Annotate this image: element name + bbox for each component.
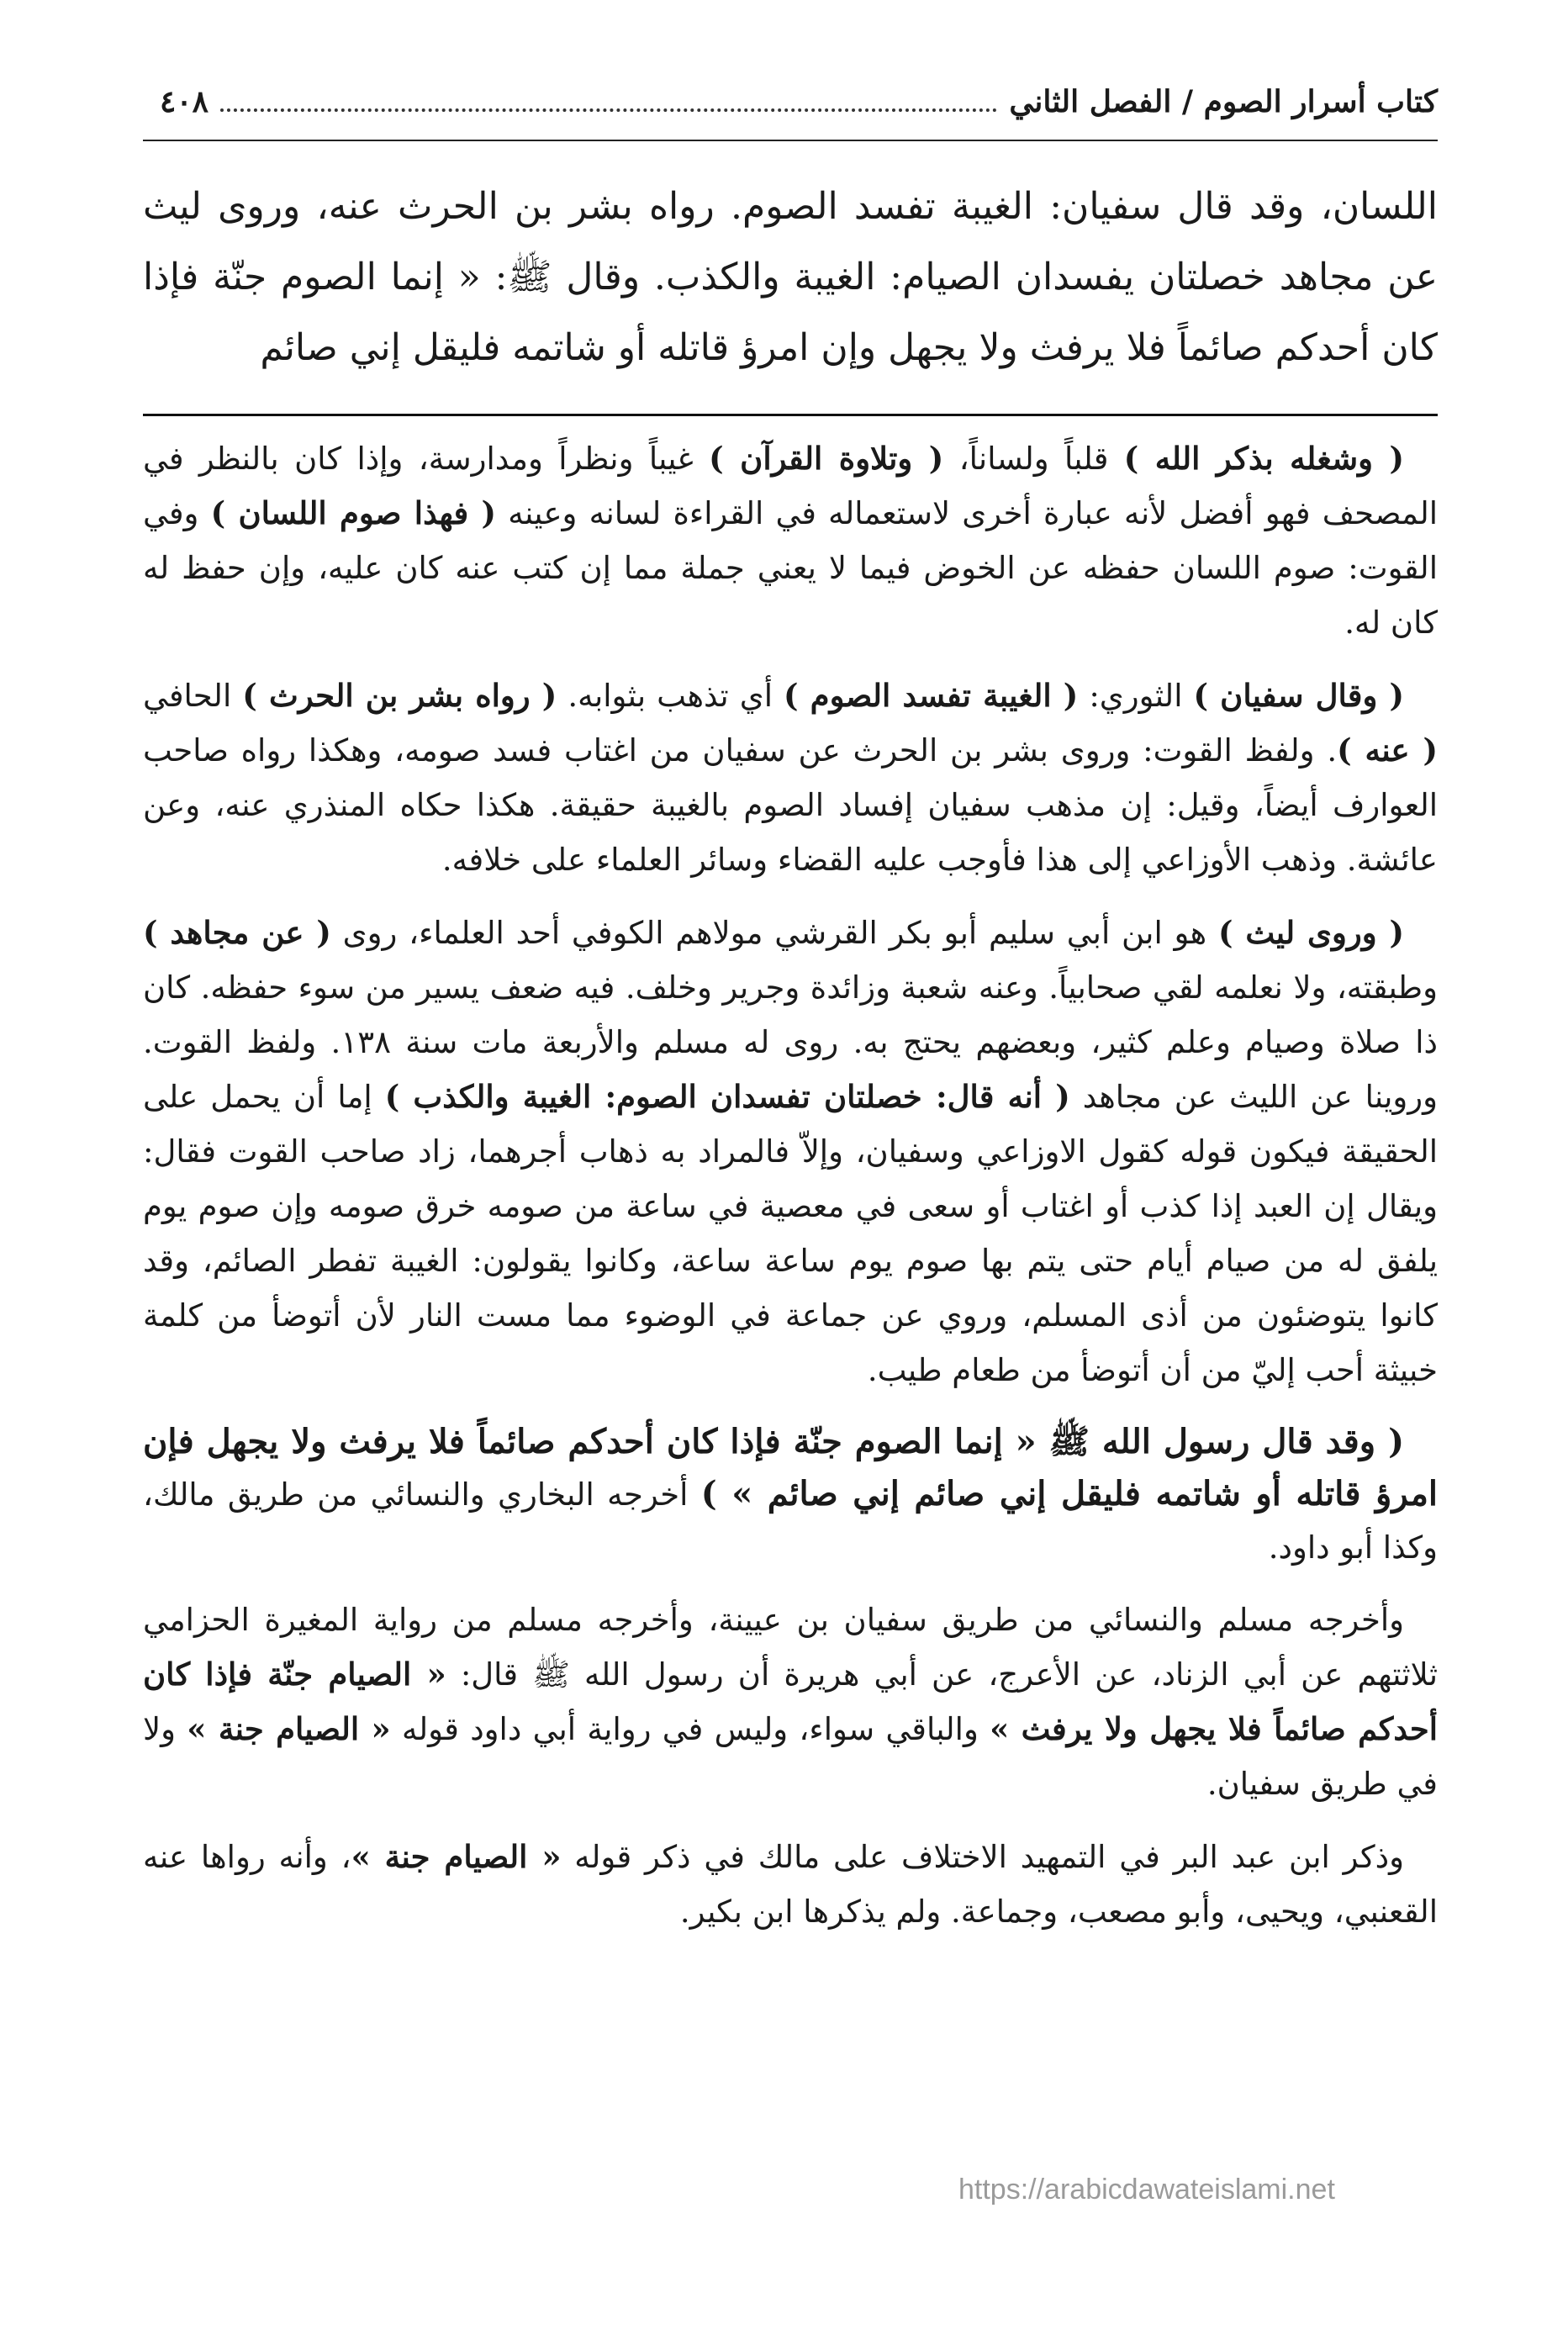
- commentary-paragraph: [143, 906, 1438, 1397]
- quoted-phrase: « الصيام جنة »: [187, 1710, 391, 1747]
- quoted-phrase: ( الغيبة تفسد الصوم ): [784, 677, 1079, 714]
- quoted-phrase: ( عن مجاهد ): [143, 914, 331, 951]
- quoted-phrase: ( عنه ): [1337, 732, 1439, 769]
- footnote-separator: [143, 414, 1438, 416]
- header-dot-leader: [220, 93, 997, 112]
- commentary-text: وفي القوت: صوم اللسان حفظه عن الخوض فيما لا يعني جملة مما إن كتب عنه كان عليه، وإن حفظ له كان له.: [143, 495, 1438, 641]
- commentary-paragraph: [143, 668, 1438, 887]
- commentary-text: أخرجه البخاري والنسائي من طريق مالك، وكذا أبو داود.: [143, 1477, 1438, 1566]
- commentary-text: والباقي سواء، وليس في رواية أبي داود قوله: [390, 1711, 990, 1747]
- page-number: ٤٠٨: [160, 84, 209, 119]
- quoted-phrase: « الصيام جنّة فإذا كان أحدكم صائماً فلا يجهل ولا يرفث »: [143, 1656, 1438, 1747]
- commentary-paragraph: [143, 1830, 1438, 1939]
- quoted-phrase: ( وتلاوة القرآن ): [709, 440, 944, 477]
- commentary-paragraph: [143, 431, 1438, 650]
- running-header: [143, 84, 1438, 141]
- commentary-text: غيباً ونظراً ومدارسة، وإذا كان بالنظر في المصحف فهو أفضل لأنه عبارة أخرى لاستعماله في القراءة لسانه وعينه: [143, 441, 1438, 531]
- chapter-title: كتاب أسرار الصوم / الفصل الثاني: [1009, 84, 1438, 119]
- commentary-text: الحافي: [143, 678, 243, 714]
- quoted-phrase: ( وروى ليث ): [1217, 914, 1405, 951]
- quoted-phrase: ( وقال سفيان ): [1193, 677, 1405, 714]
- commentary-text: وطبقته، ولا نعلمه لقي صحابياً. وعنه شعبة وزائدة وجرير وخلف. فيه ضعف يسير من سوء حفظه. كان ذا صلاة وصيام وعلم كثير، وبعضهم يحتج به. روى له مسلم والأربعة مات سنة ١٣٨. ولفظ القوت. وروينا عن الليث عن مجاهد: [143, 969, 1438, 1115]
- commentary-text: قلباً ولساناً،: [943, 441, 1124, 477]
- main-text: اللسان، وقد قال سفيان: الغيبة تفسد الصوم. رواه بشر بن الحرث عنه، وروى ليث عن مجاهد خصلتان يفسدان الصيام: الغيبة والكذب. وقال ﷺ: « إنما الصوم جنّة فإذا كان أحدكم صائماً فلا يرفث ولا يجهل وإن امرؤ قاتله أو شاتمه فليقل إني صائم: [143, 185, 1439, 369]
- commentary-paragraph-hadith: [143, 1416, 1438, 1574]
- commentary-text: الثوري:: [1078, 678, 1194, 714]
- commentary-text: إما أن يحمل على الحقيقة فيكون قوله كقول الاوزاعي وسفيان، وإلاّ فالمراد به ذهاب أجرهما، زاد صاحب القوت فقال: ويقال إن العبد إذا كذب أو اغتاب أو سعى في معصية في ساعة من صومه خرق صومه وإن صوم يوم يلفق له من صيام أيام حتى يتم بها صوم يوم ساعة ساعة، وكانوا يقولون: الغيبة تفطر الصائم، وقد كانوا يتوضئون من أذى المسلم، وروي عن جماعة في الوضوء مما مست النار لأن أتوضأ من كلمة خبيثة أحب إليّ من أن أتوضأ من طعام طيب.: [143, 1079, 1438, 1388]
- website-watermark: https://arabicdawateislami.net: [958, 2174, 1335, 2206]
- quoted-phrase: « الصيام جنة »: [351, 1838, 562, 1875]
- book-page: [143, 84, 1438, 1957]
- commentary-text: وأخرجه مسلم والنسائي من طريق سفيان بن عيينة، وأخرجه مسلم من رواية المغيرة الحزامي ثلاثتهم عن أبي الزناد، عن الأعرج، عن أبي هريرة أن رسول الله ﷺ قال:: [143, 1602, 1438, 1693]
- quoted-phrase: ( أنه قال: خصلتان تفسدان الصوم: الغيبة والكذب ): [384, 1078, 1070, 1115]
- quoted-phrase: ( فهذا صوم اللسان ): [210, 494, 497, 531]
- commentary-text: هو ابن أبي سليم أبو بكر القرشي مولاهم الكوفي أحد العلماء، روى: [330, 915, 1218, 951]
- quoted-hadith: ( وقد قال رسول الله ﷺ « إنما الصوم جنّة فإذا كان أحدكم صائماً فلا يرفث ولا يجهل فإن امرؤ قاتله أو شاتمه فليقل إني صائم إني صائم » ): [143, 1422, 1438, 1514]
- commentary: [143, 431, 1438, 1939]
- quoted-phrase: ( رواه بشر بن الحرث ): [242, 677, 557, 714]
- commentary-text: ، وأنه رواها عنه القعنبي، ويحيى، وأبو مصعب، وجماعة. ولم يذكرها ابن بكير.: [143, 1839, 1438, 1930]
- commentary-text: ولا في طريق سفيان.: [143, 1711, 1438, 1802]
- commentary-text: وذكر ابن عبد البر في التمهيد الاختلاف على مالك في ذكر قوله: [561, 1839, 1404, 1875]
- commentary-text: أي تذهب بثوابه.: [557, 678, 784, 714]
- commentary-paragraph: [143, 1593, 1438, 1811]
- commentary-text: . ولفظ القوت: وروى بشر بن الحرث عن سفيان من اغتاب فسد صومه، وهكذا رواه صاحب العوارف أيضاً، وقيل: إن مذهب سفيان إفساد الصوم بالغيبة حقيقة. هكذا حكاه المنذري عنه، وعن عائشة. وذهب الأوزاعي إلى هذا فأوجب عليه القضاء وسائر العلماء على خلافه.: [143, 732, 1438, 878]
- quoted-phrase: ( وشغله بذكر الله ): [1123, 440, 1405, 477]
